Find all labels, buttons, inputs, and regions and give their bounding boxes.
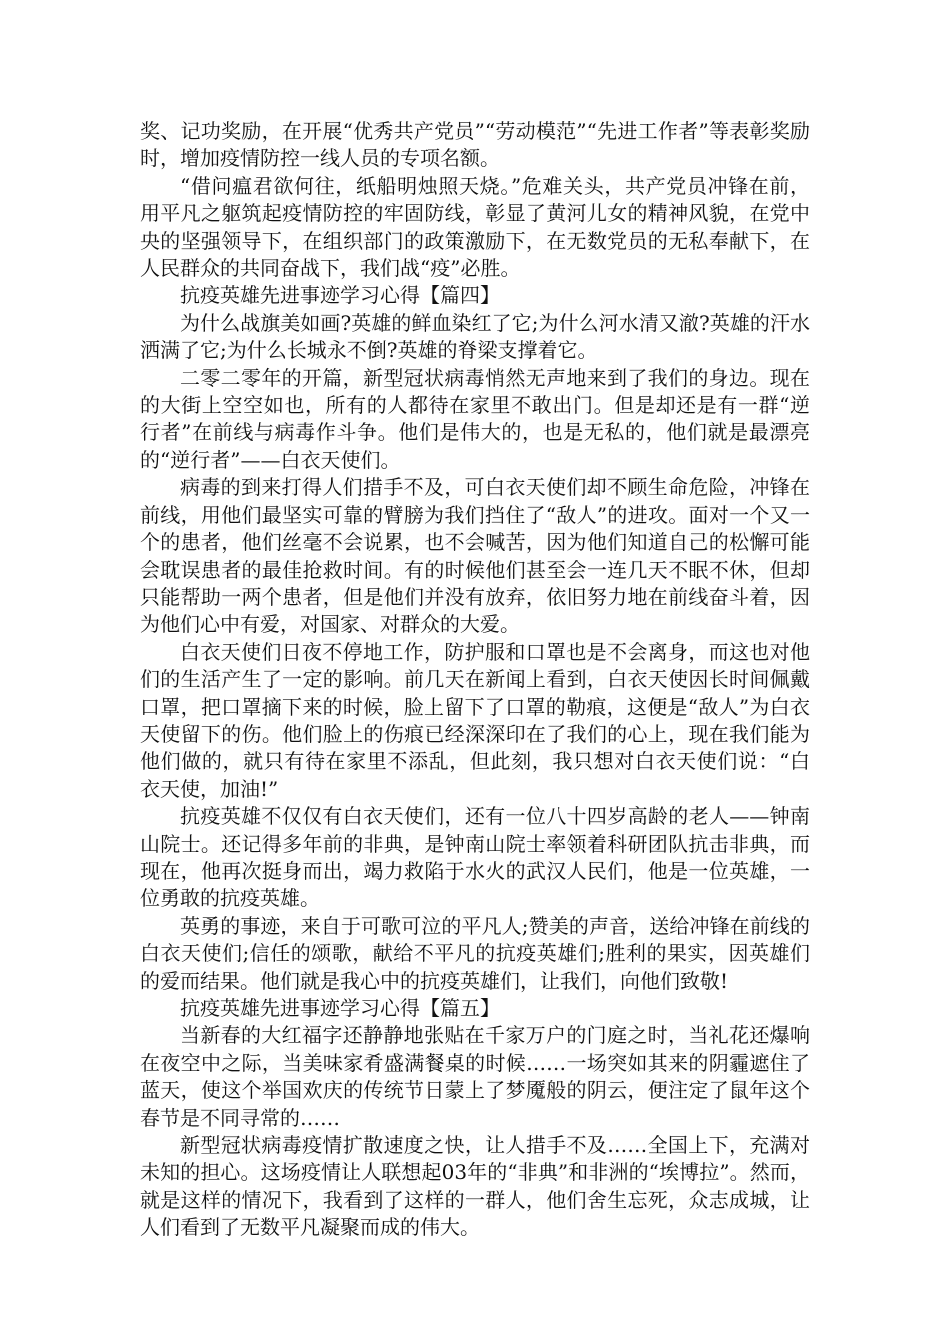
paragraph: 英勇的事迹，来自于可歌可泣的平凡人;赞美的声音，送给冲锋在前线的白衣天使们;信任的颂歌，献给不平凡的抗疫英雄们;胜利的果实，因英雄们的爱而结果。他们就是我心中的抗疫英雄们，让我们，向他们致敬! bbox=[140, 913, 810, 993]
section-heading-4: 抗疫英雄先进事迹学习心得【篇四】 bbox=[180, 283, 500, 308]
paragraph-continuation: 奖、记功奖励，在开展“优秀共产党员”“劳动模范”“先进工作者”等表彰奖励时，增加疫情防控一线人员的专项名额。 bbox=[140, 119, 810, 171]
paragraph: “借问瘟君欲何往，纸船明烛照天烧。”危难关头，共产党员冲锋在前，用平凡之躯筑起疫情防控的牢固防线，彰显了黄河儿女的精神风貌，在党中央的坚强领导下，在组织部门的政策激励下，在无数党员的无私奉献下，在人民群众的共同奋战下，我们战“疫”必胜。 bbox=[140, 173, 810, 281]
paragraph: 新型冠状病毒疫情扩散速度之快，让人措手不及……全国上下，充满对未知的担心。这场疫情让人联想起03年的“非典”和非洲的“埃博拉”。然而，就是这样的情况下，我看到了这样的一群人，他们舍生忘死，众志成城，让人们看到了无数平凡凝聚而成的伟大。 bbox=[140, 1133, 810, 1240]
paragraph: 病毒的到来打得人们措手不及，可白衣天使们却不顾生命危险，冲锋在前线，用他们最坚实可靠的臂膀为我们挡住了“敌人”的进攻。面对一个又一个的患者，他们丝毫不会说累，也不会喊苦，因为他们知道自己的松懈可能会耽误患者的最佳抢救时间。有的时候他们甚至会一连几天不眠不休，但却只能帮助一两个患者，但是他们并没有放弃，依旧努力地在前线奋斗着，因为他们心中有爱，对国家、对群众的大爱。 bbox=[140, 475, 810, 637]
document-page bbox=[140, 118, 810, 1242]
paragraph: 二零二零年的开篇，新型冠状病毒悄然无声地来到了我们的身边。现在的大街上空空如也，所有的人都待在家里不敢出门。但是却还是有一群“逆行者”在前线与病毒作斗争。他们是伟大的，也是无私的，他们就是最漂亮的“逆行者”——白衣天使们。 bbox=[140, 365, 810, 472]
paragraph: 当新春的大红福字还静静地张贴在千家万户的门庭之时，当礼花还爆响在夜空中之际，当美味家肴盛满餐桌的时候……一场突如其来的阴霾遮住了蓝天，使这个举国欢庆的传统节日蒙上了梦魇般的阴云，便注定了鼠年这个春节是不同寻常的…… bbox=[140, 1023, 810, 1130]
section-heading-5: 抗疫英雄先进事迹学习心得【篇五】 bbox=[180, 996, 500, 1020]
paragraph: 白衣天使们日夜不停地工作，防护服和口罩也是不会离身，而这也对他们的生活产生了一定的影响。前几天在新闻上看到，白衣天使因长时间佩戴口罩，把口罩摘下来的时候，脸上留下了口罩的勒痕，这便是“敌人”为白衣天使留下的伤。他们脸上的伤痕已经深深印在了我们的心上，现在我们能为他们做的，就只有待在家里不添乱，但此刻，我只想对白衣天使们说：“白衣天使，加油!” bbox=[140, 639, 810, 801]
paragraph: 抗疫英雄不仅仅有白衣天使们，还有一位八十四岁高龄的老人——钟南山院士。还记得多年前的非典，是钟南山院士率领着科研团队抗击非典，而现在，他再次挺身而出，竭力救陷于水火的武汉人民们，他是一位英雄，一位勇敢的抗疫英雄。 bbox=[140, 804, 810, 911]
paragraph: 为什么战旗美如画?英雄的鲜血染红了它;为什么河水清又澈?英雄的汗水洒满了它;为什么长城永不倒?英雄的脊梁支撑着它。 bbox=[140, 310, 810, 363]
